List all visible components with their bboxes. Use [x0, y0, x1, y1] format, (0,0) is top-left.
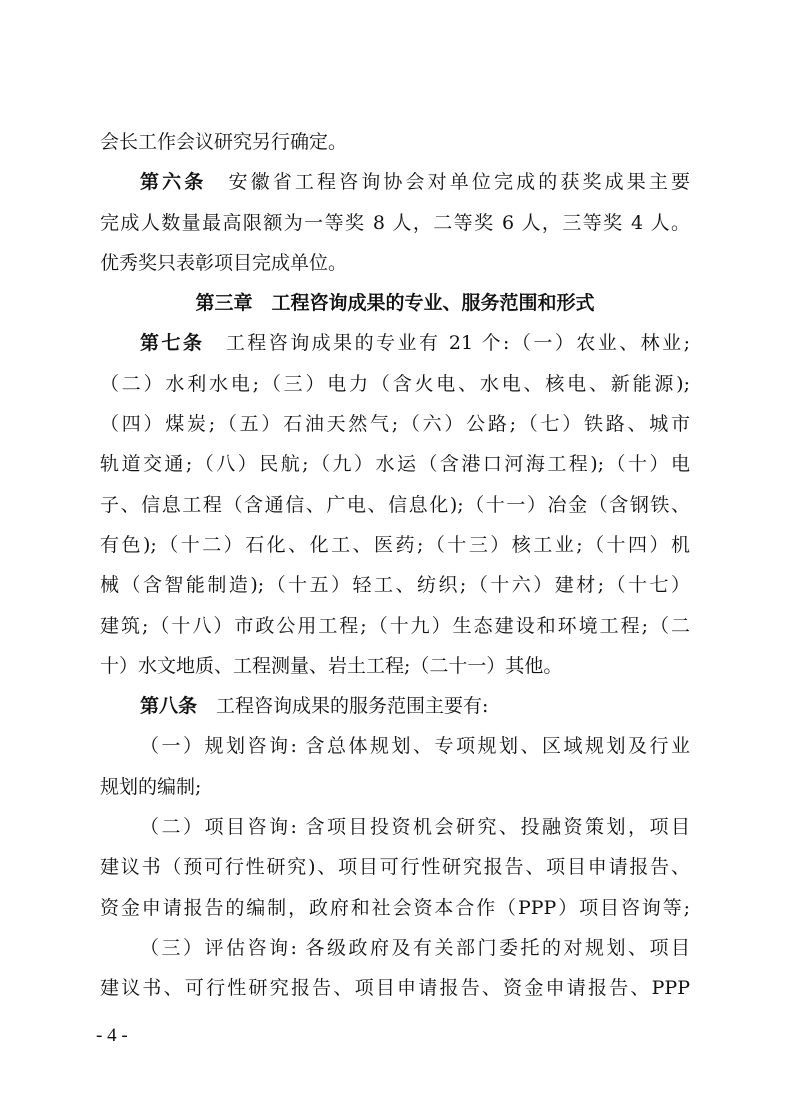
text-line-9: 轨道交通;（八）民航;（九）水运（含港口河海工程);（十）电	[100, 453, 690, 476]
article-6-line: 第六条 安徽省工程咨询协会对单位完成的获奖成果主要	[140, 171, 690, 194]
text-line-7: （二）水利水电;（三）电力（含火电、水电、核电、新能源);	[100, 372, 690, 395]
article-8-heading: 第八条	[140, 695, 198, 718]
page-number: - 4 -	[96, 1025, 128, 1046]
text-line-3: 完成人数量最高限额为一等奖 8 人，二等奖 6 人，三等奖 4 人。	[100, 211, 690, 234]
chapter-3-heading: 第三章 工程咨询成果的专业、服务范围和形式	[195, 292, 595, 315]
text-line-4: 优秀奖只表彰项目完成单位。	[100, 251, 348, 274]
text-line-16: （一）规划咨询: 含总体规划、专项规划、区域规划及行业	[140, 735, 690, 758]
text-line-21: （三）评估咨询: 各级政府及有关部门委托的对规划、项目	[140, 936, 690, 959]
text-line-22: 建议书、可行性研究报告、项目申请报告、资金申请报告、PPP	[100, 977, 690, 1000]
text-line-10: 子、信息工程（含通信、广电、信息化);（十一）冶金（含钢铁、	[100, 493, 690, 516]
text-line-17: 规划的编制;	[100, 775, 202, 798]
text-line-19: 建议书（预可行性研究)、项目可行性研究报告、项目申请报告、	[100, 856, 690, 879]
article-7-line: 第七条 工程咨询成果的专业有 21 个:（一）农业、林业;	[140, 332, 690, 355]
article-6-heading: 第六条	[140, 171, 207, 194]
text-line-13: 建筑;（十八）市政公用工程;（十九）生态建设和环境工程;（二	[100, 614, 690, 637]
article-7-heading: 第七条	[140, 332, 205, 355]
text-line-8: （四）煤炭;（五）石油天然气;（六）公路;（七）铁路、城市	[100, 413, 690, 436]
document-body	[100, 122, 690, 1009]
text-line-12: 械（含智能制造);（十五）轻工、纺织;（十六）建材;（十七）	[100, 574, 690, 597]
text-line-1: 会长工作会议研究另行确定。	[100, 131, 348, 153]
text-line-14: 十）水文地质、工程测量、岩土工程;（二十一）其他。	[100, 654, 563, 677]
text-line-20: 资金申请报告的编制，政府和社会资本合作（PPP）项目咨询等;	[100, 896, 690, 919]
text-line-18: （二）项目咨询: 含项目投资机会研究、投融资策划，项目	[140, 816, 690, 839]
article-8-line: 第八条 工程咨询成果的服务范围主要有:	[140, 695, 489, 718]
text-line-11: 有色);（十二）石化、化工、医药;（十三）核工业;（十四）机	[100, 533, 690, 556]
